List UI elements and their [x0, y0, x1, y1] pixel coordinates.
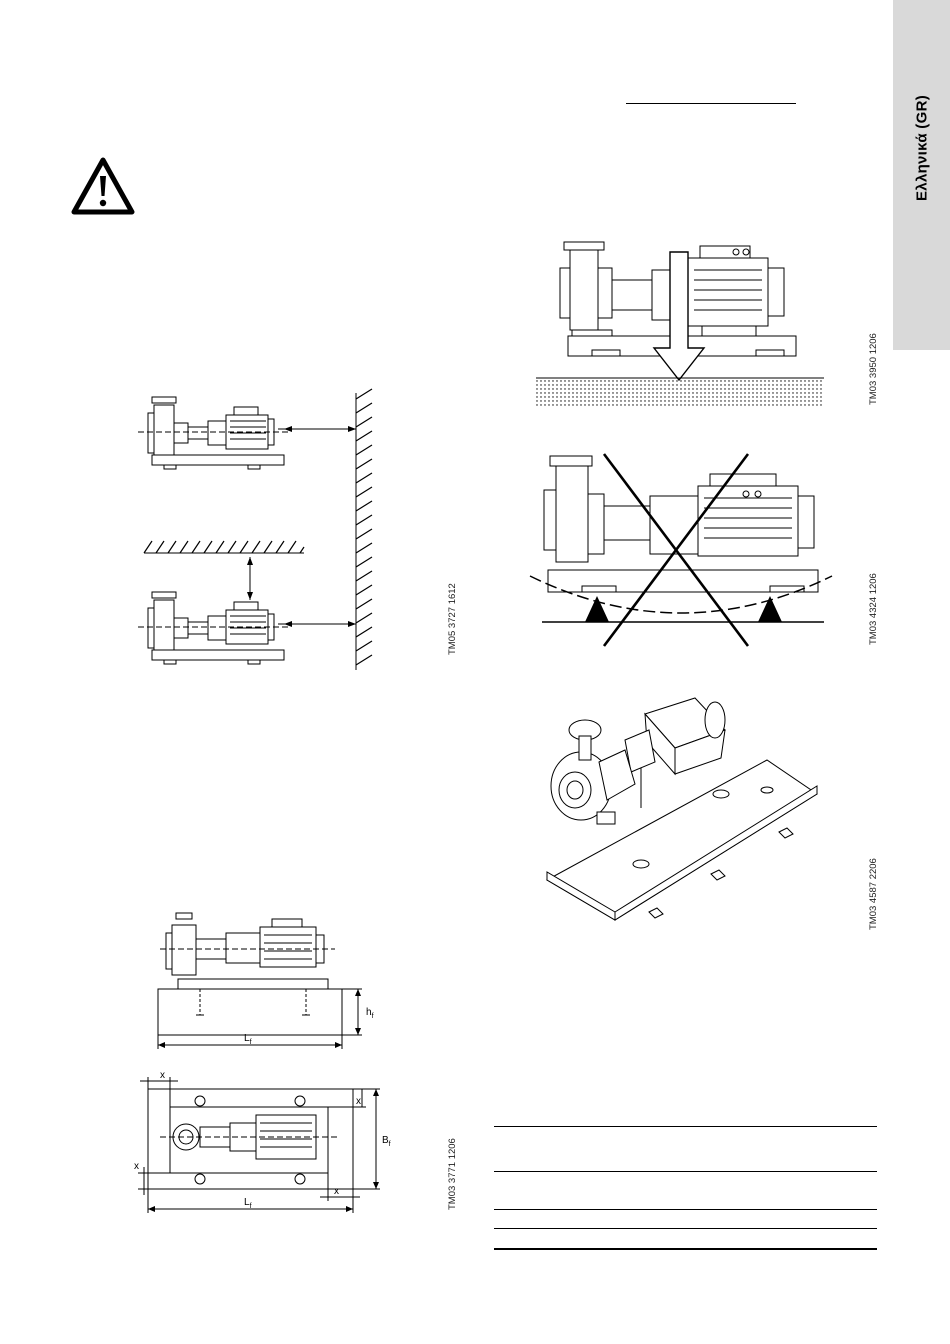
language-tab [893, 0, 950, 350]
incorrect-support-figure [526, 450, 836, 650]
figure-code-baseframe-3d: TM03 4587 2206 [868, 858, 879, 930]
heading-underline [626, 103, 796, 104]
dimension-label-bf: $B_f$ [382, 1135, 391, 1148]
figure-code-incorrect-support: TM03 4324 1206 [868, 573, 879, 645]
correct-support-figure [536, 228, 826, 406]
figure-code-foundation: TM03 3771 1206 [447, 1138, 458, 1210]
dimension-label-lf-side: $L_f$ [244, 1033, 252, 1046]
dimension-label-x-bottom-left: x [134, 1161, 139, 1172]
dimension-label-x-bottom-right: x [334, 1186, 339, 1197]
dimension-label-x-top-right: x [356, 1096, 361, 1107]
dimension-label-x-top-left: x [160, 1070, 165, 1081]
clearance-figure [138, 385, 378, 675]
table-rule-bottom [494, 1248, 877, 1250]
dimension-label-lf-plan: $L_f$ [244, 1197, 252, 1210]
baseframe-3d-figure [545, 690, 825, 930]
dimension-label-hf: $h_f$ [366, 1007, 374, 1020]
table-rule-top [494, 1126, 877, 1127]
figure-code-correct-support: TM03 3950 1206 [868, 333, 879, 405]
table-rule-2 [494, 1209, 877, 1210]
language-tab-label: Ελληνικά (GR) [913, 94, 930, 202]
table-rule-3 [494, 1228, 877, 1229]
figure-code-clearance: TM05 3727 1612 [447, 583, 458, 655]
warning-triangle-icon [70, 156, 136, 216]
table-rule-1 [494, 1171, 877, 1172]
foundation-dimensions-figure [130, 905, 391, 1215]
